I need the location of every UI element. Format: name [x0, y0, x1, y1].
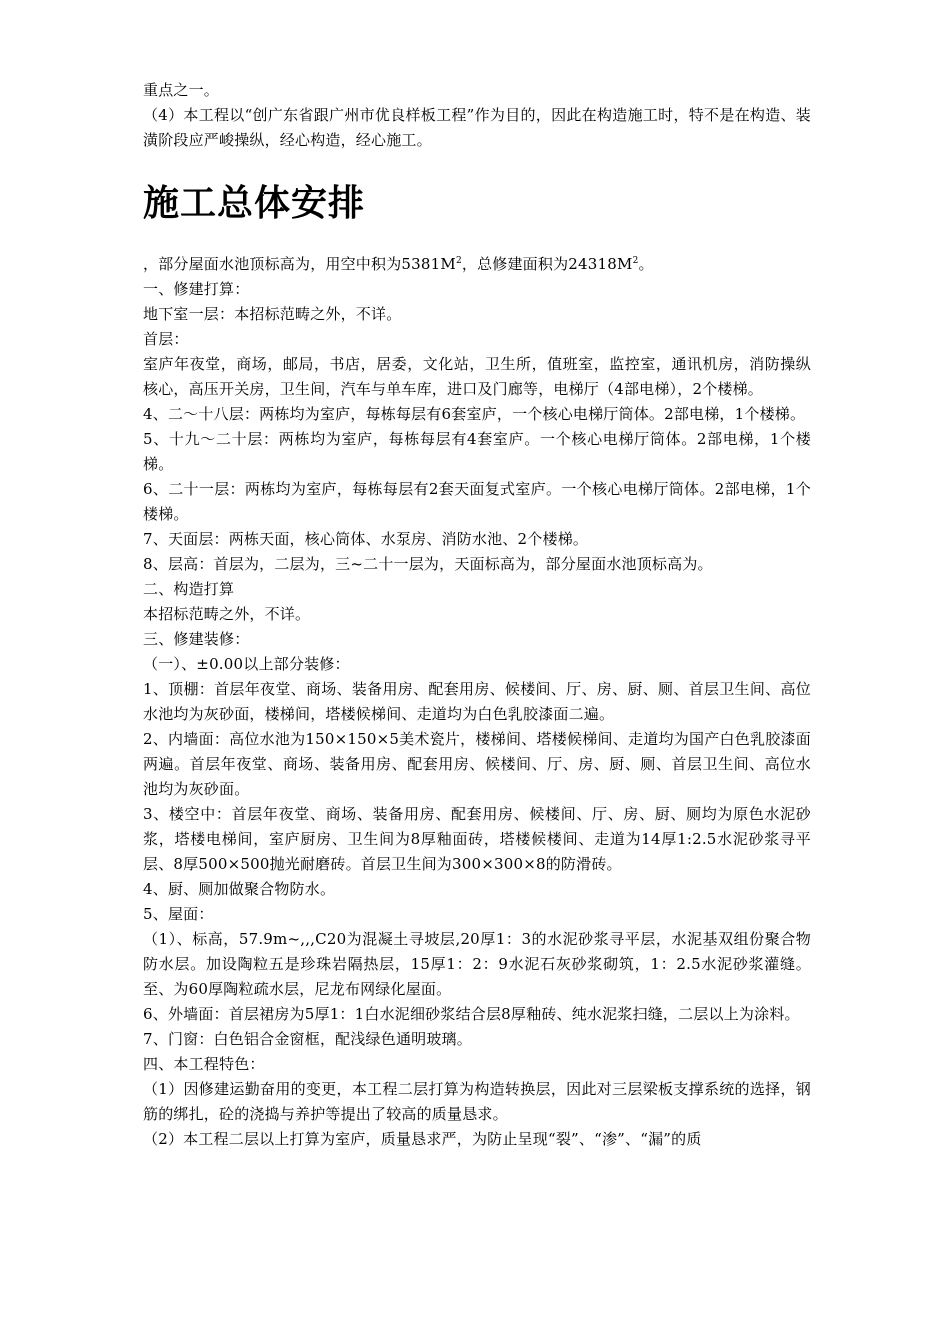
- body-paragraph: 4、二～十八层：两栋均为室庐，每栋每层有6套室庐，一个核心电梯厅筒体。2部电梯，1个楼梯。: [143, 405, 806, 423]
- document-page: [143, 78, 811, 1152]
- body-paragraph: 6、外墙面：首层裙房为5厚1：1白水泥细砂浆结合层8厚釉砖、纯水泥浆扫缝，二层以上为涂料。: [143, 1005, 800, 1023]
- body-paragraph: 二、构造打算: [143, 580, 235, 598]
- area-text-b: ，总修建面积为24318M: [461, 255, 633, 273]
- body-paragraph: 3、楼空中：首层年夜堂、商场、装备用房、配套用房、候楼间、厅、房、厨、厕均为原色水泥砂浆，塔楼电梯间，室庐厨房、卫生间为8厚釉面砖，塔楼候楼间、走道为14厚1:2.5水泥砂浆寻平层、8厚500×500抛光耐磨砖。首层卫生间为300×300×8的防滑砖。: [143, 805, 811, 873]
- body-paragraph: 本招标范畴之外，不详。: [143, 605, 311, 623]
- body-paragraph: （一）、±0.00以上部分装修：: [143, 655, 350, 673]
- area-superscript-2: 2: [632, 256, 639, 266]
- body-paragraph: （1）、标高，57.9m~,,,C20为混凝土寻坡层,20厚1：3的水泥砂浆寻平层，水泥基双组份聚合物防水层。加设陶粒五是珍珠岩隔热层，15厚1：2：9水泥石灰砂浆砌筑，1：2.5水泥砂浆灌缝。至、为60厚陶粒疏水层，尼龙布网绿化屋面。: [143, 930, 811, 998]
- body-paragraph: 2、内墙面：高位水池为150×150×5美术瓷片，楼梯间、塔楼候梯间、走道均为国产白色乳胶漆面两遍。首层年夜堂、商场、装备用房、配套用房、候楼间、厅、房、厨、厕、首层卫生间、高位水池均为灰砂面。: [143, 730, 811, 798]
- area-text-a: ，部分屋面水池顶标高为，用空中积为5381M: [143, 255, 456, 273]
- body-paragraph: 8、层高：首层为，二层为，三~二十一层为，天面标高为，部分屋面水池顶标高为。: [143, 555, 713, 573]
- body-paragraph: 6、二十一层：两栋均为室庐，每栋每层有2套天面复式室庐。一个核心电梯厅筒体。2部电梯，1个楼梯。: [143, 480, 811, 523]
- body-paragraph: （2）本工程二层以上打算为室庐，质量恳求严，为防止呈现“裂”、“渗”、“漏”的质: [143, 1130, 702, 1148]
- body-paragraph: 5、十九～二十层：两栋均为室庐，每栋每层有4套室庐。一个核心电梯厅筒体。2部电梯，1个楼梯。: [143, 430, 811, 473]
- body-paragraph: 5、屋面：: [143, 905, 214, 923]
- body-paragraph: 四、本工程特色：: [143, 1055, 265, 1073]
- area-superscript-1: 2: [455, 256, 462, 266]
- body-paragraph: 三、修建装修：: [143, 630, 250, 648]
- area-text-c: 。: [638, 255, 654, 273]
- area-paragraph: [143, 252, 811, 277]
- body-paragraph: 一、修建打算：: [143, 280, 250, 298]
- intro-paragraph-1: 重点之一。: [143, 81, 220, 99]
- body-paragraph: 7、天面层：两栋天面，核心筒体、水泵房、消防水池、2个楼梯。: [143, 530, 589, 548]
- body-paragraph: （1）因修建运勤奋用的变更，本工程二层打算为构造转换层，因此对三层梁板支撑系统的选择，钢筋的绑扎，砼的浇捣与养护等提出了较高的质量恳求。: [143, 1080, 811, 1123]
- body-paragraph: 首层：: [143, 330, 189, 348]
- body-paragraph: 1、顶棚：首层年夜堂、商场、装备用房、配套用房、候楼间、厅、房、厨、厕、首层卫生间、高位水池均为灰砂面，楼梯间，塔楼候梯间、走道均为白色乳胶漆面二遍。: [143, 680, 811, 723]
- body-paragraph: 地下室一层：本招标范畴之外，不详。: [143, 305, 402, 323]
- body-paragraph: 4、厨、厕加做聚合物防水。: [143, 880, 336, 898]
- body-paragraph: 7、门窗：白色铝合金窗框，配浅绿色通明玻璃。: [143, 1030, 472, 1048]
- intro-paragraph-2: （4）本工程以“创广东省跟广州市优良样板工程”作为目的，因此在构造施工时，特不是在构造、装潢阶段应严峻操纵，经心构造，经心施工。: [143, 106, 811, 149]
- section-heading: 施工总体安排: [143, 183, 366, 224]
- body-paragraph: 室庐年夜堂，商场，邮局，书店，居委，文化站，卫生所，值班室，监控室，通讯机房，消防操纵核心，高压开关房，卫生间，汽车与单车库，进口及门廊等，电梯厅（4部电梯），2个楼梯。: [143, 355, 811, 398]
